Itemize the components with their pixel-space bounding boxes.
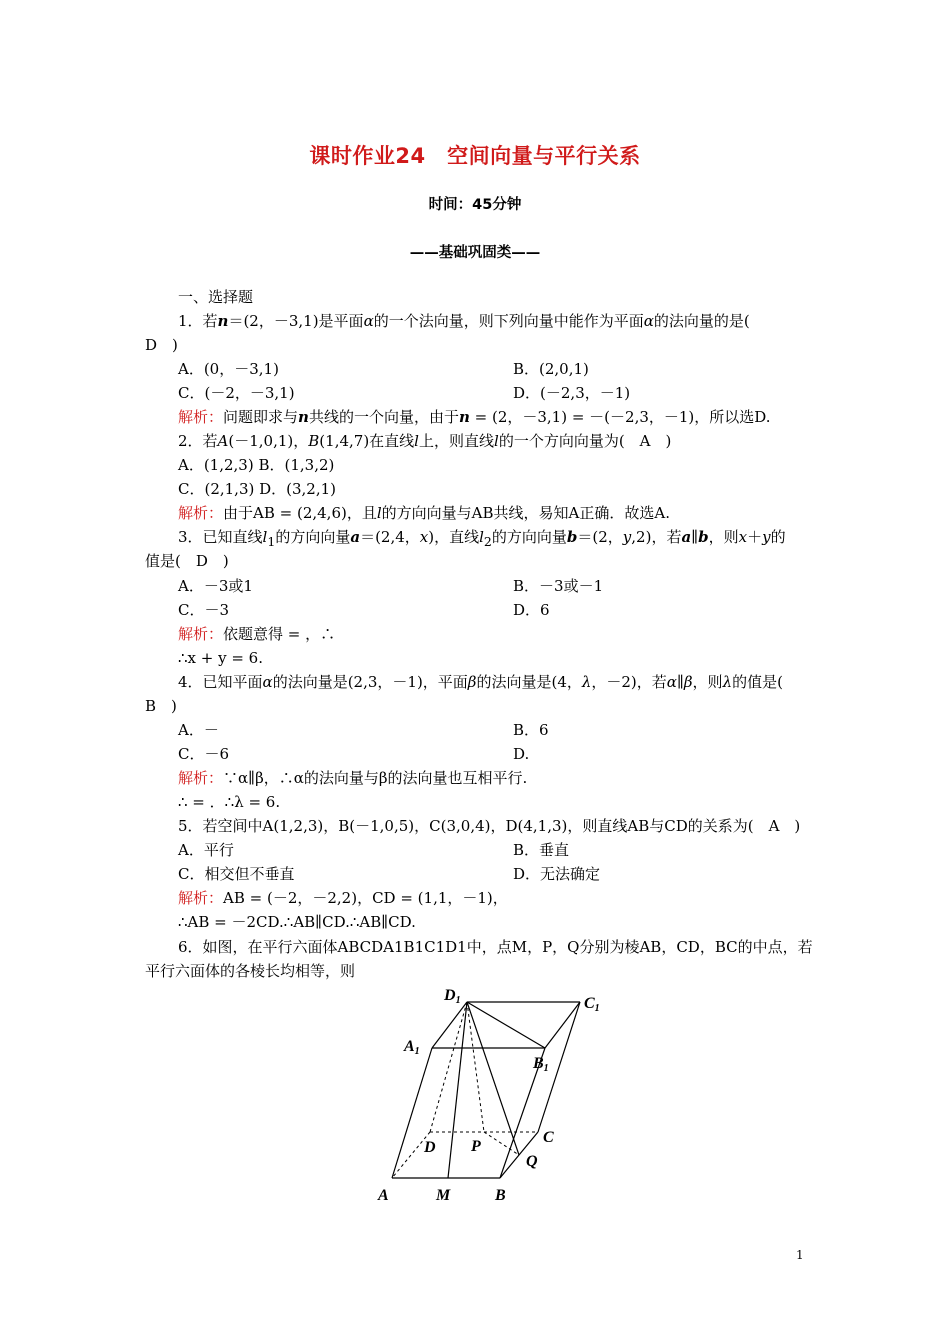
q4-solution: 解析：∵α∥β，∴α的法向量与β的法向量也互相平行. xyxy=(178,769,528,787)
q5-solution-2: ∴AB = －2CD.∴AB∥CD.∴AB∥CD. xyxy=(178,913,416,931)
q1-stem: 1．若n＝(2，－3,1)是平面α的一个法向量，则下列向量中能作为平面α的法向量的是( xyxy=(178,312,750,330)
q3-option-b: B．－3或－1 xyxy=(513,577,604,595)
label-q: Q xyxy=(526,1153,538,1170)
q3-option-c: C．－3 xyxy=(178,601,230,619)
q6-stem: 6．如图，在平行六面体ABCDA1B1C1D1中，点M，P，Q分别为棱AB，CD，BC的中点，若 xyxy=(178,938,813,956)
q4-solution-2: ∴ = ．∴λ = 6. xyxy=(178,793,281,811)
edge-a1a xyxy=(392,1048,432,1178)
q3-stem: 3．已知直线$l_1$的方向向量a＝(2,4，x)，直线$l_2$的方向向量b＝(2，y,2)，若a∥b，则x＋y的 xyxy=(178,528,786,549)
edge-c1b1 xyxy=(545,1002,580,1048)
edge-d1d-hidden xyxy=(430,1002,467,1132)
q3-option-a: A．－3或1 xyxy=(178,577,253,595)
q4-option-c: C．－6 xyxy=(178,745,230,763)
segment-pq-hidden xyxy=(484,1132,519,1155)
solution-label: 解析： xyxy=(178,769,224,787)
q5-option-c: C．相交但不垂直 xyxy=(178,865,295,883)
q3-solution-2: ∴x + y = 6. xyxy=(178,649,263,667)
q4-answer: B ) xyxy=(145,697,177,715)
q6-stem-2: 平行六面体的各棱长均相等，则 xyxy=(145,962,356,980)
q1-option-b: B．(2,0,1) xyxy=(513,360,589,378)
page-number: 1 xyxy=(796,1248,804,1262)
q2-solution: 解析：由于AB = (2,4,6)，且l的方向向量与AB共线，易知A正确．故选A. xyxy=(178,504,670,522)
section-heading: ——基础巩固类—— xyxy=(409,245,541,261)
q1-answer: D ) xyxy=(145,336,178,354)
q5-option-b: B．垂直 xyxy=(513,841,570,859)
segment-d1m xyxy=(448,1002,467,1178)
q3-option-d: D．6 xyxy=(513,601,550,619)
parallelepiped-figure xyxy=(370,980,620,1210)
label-b1: B1 xyxy=(533,1055,549,1074)
q5-option-d: D．无法确定 xyxy=(513,865,601,883)
q1-option-a: A．(0，－3,1) xyxy=(178,360,279,378)
solution-label: 解析： xyxy=(178,408,224,426)
label-a1: A1 xyxy=(404,1038,420,1057)
q4-option-a: A．－ xyxy=(178,721,219,739)
q1-option-c: C．(－2，－3,1) xyxy=(178,384,295,402)
label-d: D xyxy=(424,1139,436,1156)
q5-solution: 解析：AB = (－2，－2,2)，CD = (1,1，－1)， xyxy=(178,889,508,907)
q2-options-cd: C．(2,1,3) D．(3,2,1) xyxy=(178,480,337,498)
q4-option-b: B．6 xyxy=(513,721,549,739)
q3-answer: 值是( D ) xyxy=(145,552,229,570)
label-d1: D1 xyxy=(444,987,461,1006)
segment-d1p-hidden xyxy=(467,1002,484,1132)
solution-label: 解析： xyxy=(178,504,224,522)
solution-label: 解析： xyxy=(178,625,224,643)
label-c1: C1 xyxy=(584,995,600,1014)
page-title: 课时作业24 空间向量与平行关系 xyxy=(309,144,641,168)
label-a: A xyxy=(378,1187,389,1204)
edge-a1d1 xyxy=(432,1002,467,1048)
segment-d1b1 xyxy=(467,1002,545,1048)
q1-option-d: D．(－2,3，－1) xyxy=(513,384,631,402)
label-c: C xyxy=(543,1129,554,1146)
label-m: M xyxy=(436,1187,451,1204)
q2-stem: 2．若A(－1,0,1)，B(1,4,7)在直线l上，则直线l的一个方向向量为( A ) xyxy=(178,432,672,450)
q1-solution: 解析：问题即求与n共线的一个向量，由于n = (2，－3,1) = －(－2,3，－1)，所以选D. xyxy=(178,408,771,426)
label-b: B xyxy=(495,1187,506,1204)
q2-options-ab: A．(1,2,3) B．(1,3,2) xyxy=(178,456,335,474)
q4-option-d: D. xyxy=(513,745,530,763)
q5-option-a: A．平行 xyxy=(178,841,234,859)
q3-solution: 解析：依题意得 = ，∴ xyxy=(178,625,336,643)
part-heading: 一、选择题 xyxy=(178,288,254,306)
label-p: P xyxy=(471,1138,481,1155)
q5-stem: 5．若空间中A(1,2,3)，B(－1,0,5)，C(3,0,4)，D(4,1,3)，则直线AB与CD的关系为( A ) xyxy=(178,817,801,835)
q4-stem: 4．已知平面α的法向量是(2,3，－1)，平面β的法向量是(4，λ，－2)，若α∥β，则λ的值是( xyxy=(178,673,783,691)
solution-label: 解析： xyxy=(178,889,224,907)
time-limit: 时间：45分钟 xyxy=(428,197,522,213)
